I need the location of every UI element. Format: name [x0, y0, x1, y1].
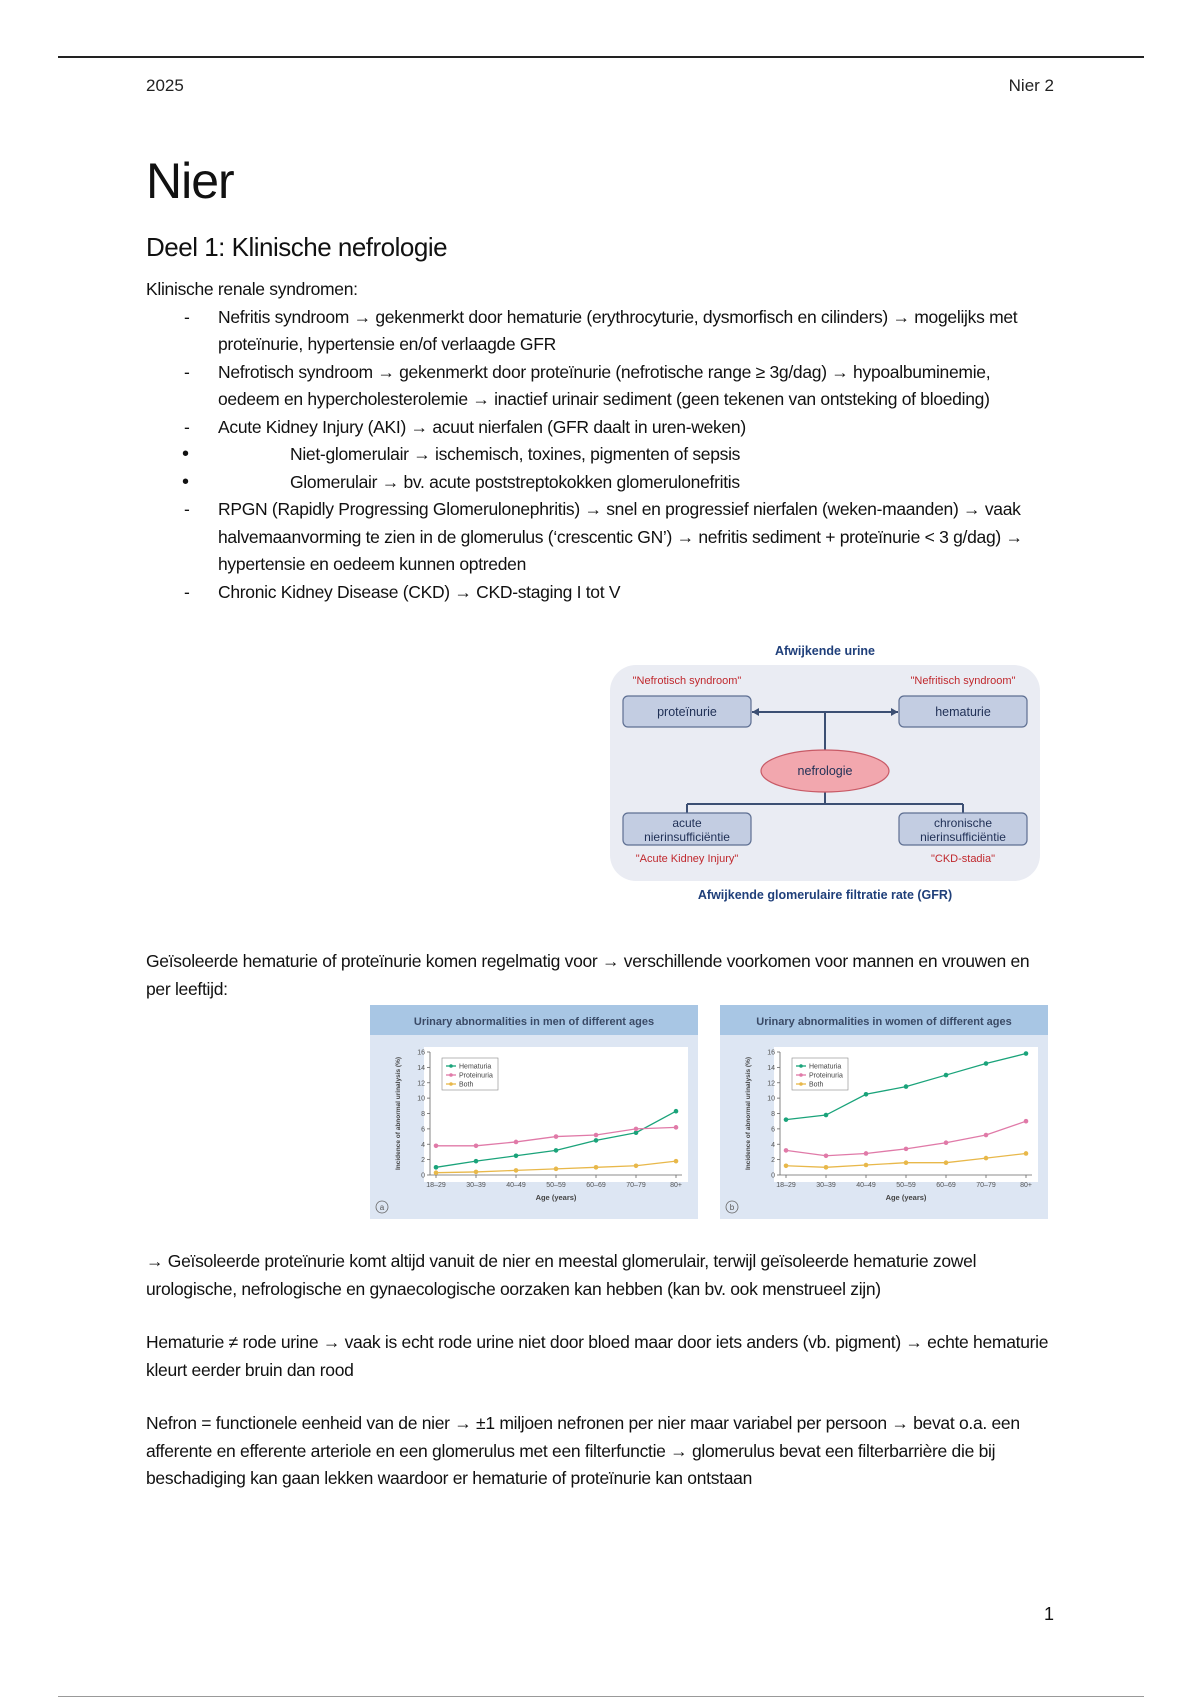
- legend-label: Proteinuria: [459, 1072, 493, 1080]
- bottom-rule: [58, 1696, 1144, 1697]
- data-point-both: [594, 1165, 599, 1170]
- data-point-proteinuria: [784, 1148, 789, 1153]
- list-item: - RPGN (Rapidly Progressing Glomerulonephritis) → snel en progressief nierfalen (weken-maanden) → vaak halvemaanvorming te zien in de glomerulus (‘crescentic GN’) → nefritis sediment + proteïnurie < 3 g/dag) → hypertensie en oedeem kunnen optreden: [146, 496, 1056, 579]
- diagram-top-label: Afwijkende urine: [774, 644, 876, 658]
- nephrology-diagram: [600, 641, 1050, 903]
- x-tick-label: 50–59: [546, 1182, 566, 1189]
- data-point-both: [904, 1160, 909, 1165]
- data-point-hematuria: [904, 1084, 909, 1089]
- x-tick-label: 50–59: [896, 1182, 916, 1189]
- list-item: - Nefritis syndroom → gekenmerkt door hematurie (erythrocyturie, dysmorfisch en cilinders) → mogelijks met proteïnurie, hypertensie en/of verlaagde GFR: [146, 304, 1056, 359]
- x-tick-label: 60–69: [586, 1182, 606, 1189]
- chart-title: Urinary abnormalities in men of different ages: [413, 1016, 655, 1028]
- y-tick-label: 0: [421, 1172, 425, 1180]
- tag-ckd: "CKD-stadia": [930, 853, 996, 865]
- data-point-proteinuria: [864, 1151, 869, 1156]
- x-tick-label: 30–39: [466, 1182, 486, 1189]
- tag-nefritisch: "Nefritisch syndroom": [910, 675, 1016, 687]
- list-item: [146, 414, 1056, 497]
- y-tick-label: 14: [767, 1064, 775, 1072]
- data-point-proteinuria: [434, 1143, 439, 1148]
- box-proteinurie-label: proteïnurie: [657, 705, 717, 719]
- x-axis-label: Age (years): [535, 1193, 577, 1202]
- list-item: - Nefrotisch syndroom → gekenmerkt door proteïnurie (nefrotische range ≥ 3g/dag) → hypoalbuminemie, oedeem en hypercholesterolemie → inactief urinair sediment (geen tekenen van ontsteking of bloeding): [146, 359, 1056, 414]
- data-point-both: [864, 1163, 869, 1168]
- legend-label: Both: [809, 1081, 824, 1089]
- data-point-hematuria: [984, 1061, 989, 1066]
- y-axis-label: Incidence of abnormal urinalysis (%): [395, 1056, 402, 1171]
- legend-label: Hematuria: [809, 1063, 842, 1071]
- y-tick-label: 0: [771, 1172, 775, 1180]
- data-point-both: [784, 1163, 789, 1168]
- paragraph-isolated: Geïsoleerde hematurie of proteïnurie komen regelmatig voor → verschillende voorkomen voor mannen en vrouwen en per leeftijd:: [146, 951, 1030, 999]
- x-tick-label: 70–79: [976, 1182, 996, 1189]
- x-tick-label: 60–69: [936, 1182, 956, 1189]
- data-point-proteinuria: [1024, 1119, 1029, 1124]
- urinary-charts: [370, 1005, 1050, 1220]
- data-point-proteinuria: [984, 1133, 989, 1138]
- data-point-hematuria: [674, 1109, 679, 1114]
- y-tick-label: 8: [771, 1111, 775, 1118]
- y-axis-label: Incidence of abnormal urinalysis (%): [745, 1056, 752, 1171]
- data-point-proteinuria: [904, 1147, 909, 1152]
- page-title: Nier: [146, 153, 234, 209]
- list-item-text: Acute Kidney Injury (AKI) → acuut nierfalen (GFR daalt in uren-weken): [218, 416, 746, 437]
- x-tick-label: 40–49: [856, 1182, 876, 1189]
- legend-marker: [449, 1064, 453, 1068]
- page-number: 1: [1043, 1604, 1054, 1624]
- box-chronisch-line2: nierinsufficiëntie: [920, 830, 1006, 844]
- data-point-both: [984, 1156, 989, 1161]
- box-acute-line2: nierinsufficiëntie: [644, 830, 730, 844]
- top-rule: [58, 56, 1144, 58]
- x-tick-label: 18–29: [776, 1182, 796, 1189]
- data-point-proteinuria: [594, 1133, 599, 1138]
- list-item: - Chronic Kidney Disease (CKD) → CKD-staging I tot V: [146, 579, 1056, 607]
- y-tick-label: 4: [421, 1141, 425, 1149]
- box-hematurie-label: hematurie: [935, 705, 991, 719]
- header-course: Nier 2: [1008, 76, 1054, 95]
- data-point-both: [514, 1168, 519, 1173]
- y-tick-label: 12: [767, 1080, 775, 1088]
- legend-marker: [799, 1064, 803, 1068]
- panel-letter: b: [729, 1203, 735, 1212]
- data-point-both: [1024, 1151, 1029, 1156]
- chart-women: [720, 1005, 1048, 1219]
- x-tick-label: 80+: [1020, 1182, 1032, 1189]
- y-tick-label: 4: [771, 1141, 775, 1149]
- tag-nefrotisch: "Nefrotisch syndroom": [632, 675, 742, 687]
- data-point-proteinuria: [474, 1143, 479, 1148]
- diagram-bottom-label: Afwijkende glomerulaire filtratie rate (GFR): [697, 888, 953, 902]
- data-point-proteinuria: [514, 1140, 519, 1145]
- page-content: [146, 150, 1056, 606]
- data-point-hematuria: [554, 1148, 559, 1153]
- data-point-hematuria: [824, 1113, 829, 1118]
- y-tick-label: 12: [417, 1080, 425, 1088]
- syndrome-list: [146, 304, 1056, 607]
- legend-label: Proteinuria: [809, 1072, 843, 1080]
- x-tick-label: 40–49: [506, 1182, 526, 1189]
- y-tick-label: 8: [421, 1111, 425, 1118]
- data-point-hematuria: [594, 1138, 599, 1143]
- data-point-both: [554, 1167, 559, 1172]
- data-point-proteinuria: [554, 1134, 559, 1139]
- y-tick-label: 16: [767, 1049, 775, 1057]
- data-point-both: [434, 1170, 439, 1175]
- data-point-hematuria: [474, 1159, 479, 1164]
- syndromes-intro: Klinische renale syndromen:: [146, 279, 358, 299]
- data-point-proteinuria: [824, 1153, 829, 1158]
- legend-marker: [449, 1082, 453, 1086]
- data-point-hematuria: [434, 1165, 439, 1170]
- data-point-proteinuria: [674, 1125, 679, 1130]
- paragraph-hematuria: Hematurie ≠ rode urine → vaak is echt rode urine niet door bloed maar door iets anders (vb. pigment) → echte hematurie kleurt eerder bruin dan rood: [146, 1332, 1049, 1380]
- legend-marker: [449, 1073, 453, 1077]
- data-point-both: [944, 1160, 949, 1165]
- center-label: nefrologie: [797, 764, 853, 778]
- x-tick-label: 30–39: [816, 1182, 836, 1189]
- data-point-hematuria: [864, 1092, 869, 1097]
- paragraph-nefron: Nefron = functionele eenheid van de nier → ±1 miljoen nefronen per nier maar variabel per persoon → bevat o.a. een afferente en efferente arteriole en een glomerulus met een filterfunctie → glomerulus bevat een filterbarrière die bij beschadiging kan gaan lekken waardoor er hematurie of proteïnurie kan ontstaan: [146, 1413, 1020, 1488]
- y-tick-label: 6: [771, 1126, 775, 1134]
- data-point-proteinuria: [634, 1127, 639, 1132]
- y-tick-label: 14: [417, 1064, 425, 1072]
- x-axis-label: Age (years): [885, 1193, 927, 1202]
- sub-list-item: • Glomerulair → bv. acute poststreptokokken glomerulonefritis: [146, 469, 1056, 497]
- data-point-hematuria: [784, 1117, 789, 1122]
- y-tick-label: 10: [417, 1095, 425, 1103]
- legend-label: Hematuria: [459, 1063, 492, 1071]
- data-point-hematuria: [514, 1153, 519, 1158]
- box-chronisch-line1: chronische: [933, 816, 993, 830]
- aki-sublist: [146, 441, 1056, 496]
- y-tick-label: 2: [421, 1157, 425, 1165]
- panel-letter: a: [379, 1203, 385, 1212]
- data-point-hematuria: [944, 1073, 949, 1078]
- paragraph-proteinuria: → Geïsoleerde proteïnurie komt altijd vanuit de nier en meestal glomerulair, terwijl geïsoleerde hematurie zowel urologische, nefrologische en gynaecologische oorzaken kan hebben (kan bv. ook menstrueel zijn): [146, 1251, 977, 1299]
- data-point-both: [634, 1163, 639, 1168]
- chart-title: Urinary abnormalities in women of different ages: [756, 1016, 1012, 1028]
- x-tick-label: 80+: [670, 1182, 682, 1189]
- chart-men: [370, 1005, 698, 1219]
- data-point-hematuria: [1024, 1051, 1029, 1056]
- section-heading: Deel 1: Klinische nefrologie: [146, 232, 448, 262]
- x-tick-label: 18–29: [426, 1182, 446, 1189]
- data-point-both: [474, 1170, 479, 1175]
- header-year: 2025: [146, 76, 184, 95]
- x-tick-label: 70–79: [626, 1182, 646, 1189]
- y-tick-label: 6: [421, 1126, 425, 1134]
- sub-list-item: • Niet-glomerulair → ischemisch, toxines, pigmenten of sepsis: [146, 441, 1056, 469]
- y-tick-label: 10: [767, 1095, 775, 1103]
- data-point-proteinuria: [944, 1140, 949, 1145]
- legend-label: Both: [459, 1081, 474, 1089]
- legend-marker: [799, 1073, 803, 1077]
- tag-aki: "Acute Kidney Injury": [635, 853, 739, 865]
- box-acute-line1: acute: [672, 816, 702, 830]
- data-point-both: [824, 1165, 829, 1170]
- data-point-both: [674, 1159, 679, 1164]
- y-tick-label: 2: [771, 1157, 775, 1165]
- y-tick-label: 16: [417, 1049, 425, 1057]
- legend-marker: [799, 1082, 803, 1086]
